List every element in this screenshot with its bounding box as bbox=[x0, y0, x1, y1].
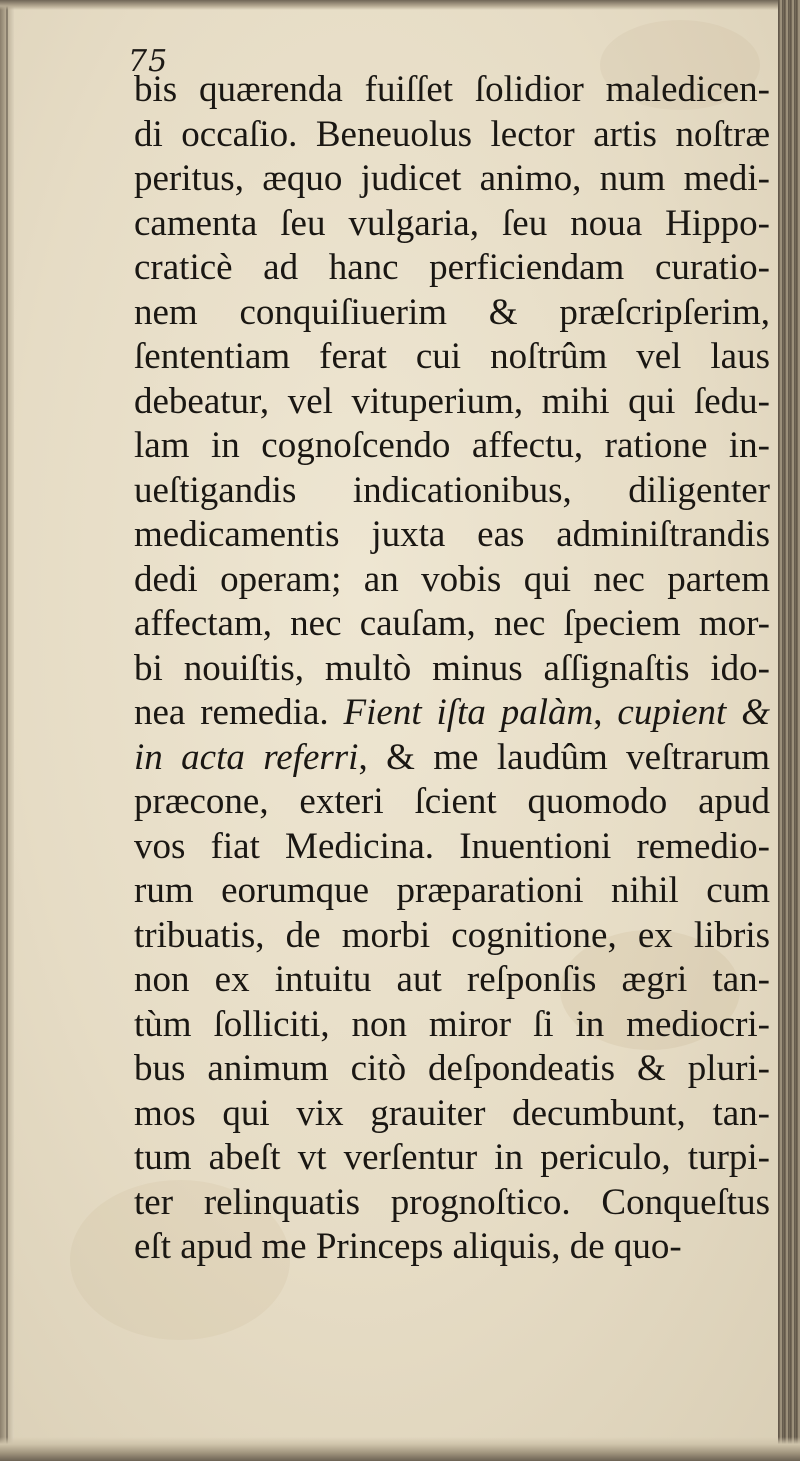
text-run: tùm ſolliciti, non miror ſi in mediocri- bbox=[134, 1003, 770, 1045]
italic-text-run: Fient iſta palàm bbox=[343, 692, 594, 733]
text-line bbox=[134, 513, 770, 558]
text-run: , bbox=[593, 692, 618, 733]
text-line bbox=[134, 380, 770, 425]
binding-fold-line bbox=[6, 0, 8, 1461]
text-line bbox=[134, 825, 770, 870]
text-line bbox=[134, 1003, 770, 1048]
body-text bbox=[134, 68, 774, 1270]
bottom-page-edge bbox=[0, 1437, 800, 1461]
text-line bbox=[134, 424, 770, 469]
text-line bbox=[134, 958, 770, 1003]
text-run: lam in cognoſcendo affectu, ratione in- bbox=[134, 425, 770, 466]
italic-text-run: cupient & bbox=[617, 692, 771, 733]
text-run: di occaſio. Beneuolus lector artis noſtræ bbox=[134, 113, 770, 155]
text-run: tribuatis, de morbi cognitione, ex libris bbox=[134, 914, 770, 956]
text-run: non ex intuitu aut reſponſis ægri tan- bbox=[134, 959, 770, 1000]
text-run: nem conquiſiuerim & præſcripſerim, bbox=[134, 291, 770, 333]
text-run: bi nouiſtis, multò minus aſſignaſtis ido- bbox=[134, 647, 770, 689]
text-line bbox=[134, 558, 770, 603]
text-run: craticè ad hanc perficiendam curatio- bbox=[134, 247, 770, 288]
text-run: vos fiat Medicina. Inuentioni remedio- bbox=[134, 825, 770, 867]
text-run: affectam, nec cauſam, nec ſpeciem mor- bbox=[134, 603, 770, 644]
italic-text-run: in acta referri bbox=[134, 736, 359, 778]
text-run: rum eorumque præparationi nihil cum bbox=[134, 870, 770, 911]
text-line bbox=[134, 914, 770, 959]
top-page-edge bbox=[0, 0, 800, 10]
text-line bbox=[134, 602, 770, 647]
text-line bbox=[134, 1181, 770, 1226]
text-line bbox=[134, 335, 770, 380]
text-line bbox=[134, 691, 770, 736]
text-line bbox=[134, 469, 770, 514]
text-line bbox=[134, 780, 770, 825]
text-run: bis quærenda fuiſſet ſolidior maledicen- bbox=[134, 69, 770, 110]
text-run: debeatur, vel vituperium, mihi qui ſedu- bbox=[134, 380, 770, 422]
fore-edge-page-stack bbox=[778, 0, 800, 1461]
text-run: ter relinquatis prognoſtico. Conqueſtus bbox=[134, 1181, 770, 1223]
text-line bbox=[134, 1136, 770, 1181]
text-line bbox=[134, 246, 770, 291]
text-run: , & me laudûm veſtrarum bbox=[358, 736, 770, 778]
text-line bbox=[134, 1225, 770, 1270]
text-line bbox=[134, 157, 770, 202]
text-run: nea remedia. bbox=[134, 692, 344, 733]
text-run: bus animum citò deſpondeatis & pluri- bbox=[134, 1048, 770, 1089]
text-run: dedi operam; an vobis qui nec partem bbox=[134, 558, 770, 600]
text-run: mos qui vix grauiter decumbunt, tan- bbox=[134, 1092, 770, 1134]
text-line bbox=[134, 736, 770, 781]
text-line bbox=[134, 1092, 770, 1137]
text-line bbox=[134, 113, 770, 158]
text-run: ueſtigandis indicationibus, diligenter bbox=[134, 469, 770, 511]
text-line bbox=[134, 869, 770, 914]
text-line bbox=[134, 1047, 770, 1092]
text-run: præcone, exteri ſcient quomodo apud bbox=[134, 781, 770, 822]
text-run: medicamentis juxta eas adminiſtrandis bbox=[134, 514, 770, 555]
text-run: eſt apud me Princeps aliquis, de quo- bbox=[134, 1226, 682, 1267]
page-number: 75 bbox=[128, 44, 169, 79]
text-run: peritus, æquo judicet animo, num medi- bbox=[134, 158, 770, 199]
text-line bbox=[134, 68, 770, 113]
text-run: camenta ſeu vulgaria, ſeu noua Hippo- bbox=[134, 202, 770, 244]
text-line bbox=[134, 647, 770, 692]
text-line bbox=[134, 202, 770, 247]
text-run: tum abeſt vt verſentur in periculo, turpi- bbox=[134, 1137, 770, 1178]
text-line bbox=[134, 291, 770, 336]
text-run: ſententiam ferat cui noſtrûm vel laus bbox=[134, 336, 770, 377]
